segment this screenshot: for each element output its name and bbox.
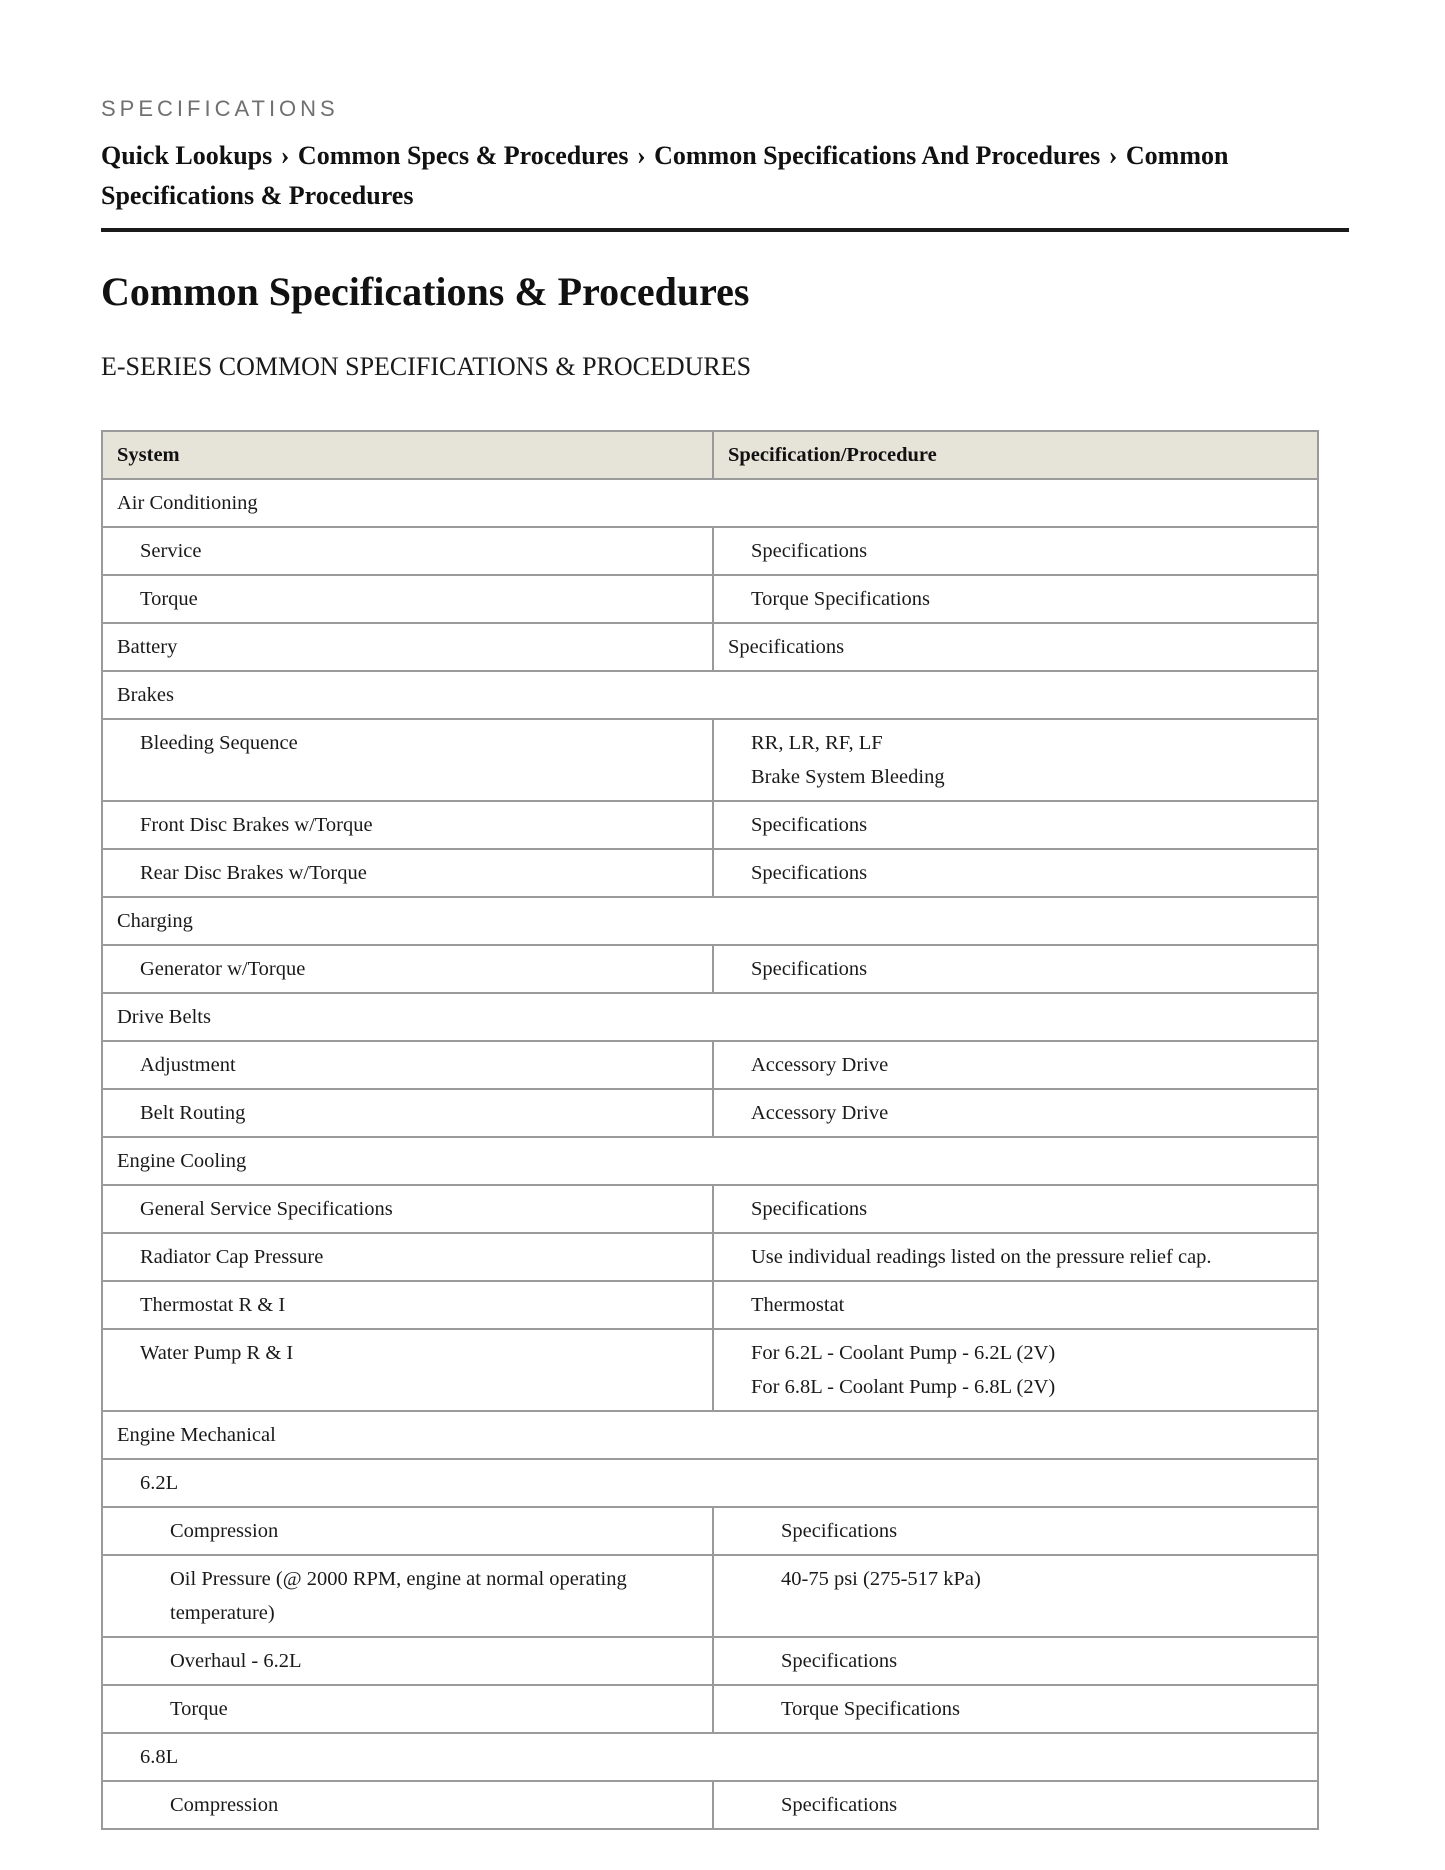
table-row [102,1781,1318,1829]
system-group-engine-mechanical: Engine Mechanical [102,1411,1318,1459]
table-row [102,1637,1318,1685]
spec-link[interactable]: Specifications [713,1185,1318,1233]
breadcrumb-common-specifications-and-procedures[interactable]: Common Specifications And Procedures [654,141,1101,170]
spec-link[interactable]: Specifications [713,849,1318,897]
spec-value: 40-75 psi (275-517 kPa) [713,1555,1318,1637]
table-row [102,623,1318,671]
system-cell: Generator w/Torque [102,945,713,993]
spec-cell [713,719,1318,801]
spec-link[interactable]: Brake System Bleeding [751,766,945,788]
spec-link[interactable]: Specifications [713,801,1318,849]
column-header-system: System [102,431,713,479]
spec-cell [713,1329,1318,1411]
system-cell: Compression [102,1781,713,1829]
table-row [102,575,1318,623]
spec-link[interactable]: Accessory Drive [713,1041,1318,1089]
spec-link[interactable]: Torque Specifications [713,1685,1318,1733]
breadcrumb-quick-lookups[interactable]: Quick Lookups [101,141,273,170]
system-group-air-conditioning: Air Conditioning [102,479,1318,527]
table-row [102,1411,1318,1459]
system-cell: Oil Pressure (@ 2000 RPM, engine at normal operating temperature) [102,1555,713,1637]
system-subgroup-6-8l: 6.8L [102,1733,1318,1781]
system-group-drive-belts: Drive Belts [102,993,1318,1041]
system-cell: Bleeding Sequence [102,719,713,801]
table-row [102,993,1318,1041]
table-row [102,1041,1318,1089]
spec-value: Use individual readings listed on the pressure relief cap. [713,1233,1318,1281]
spec-link[interactable]: Specifications [713,1507,1318,1555]
breadcrumb-separator: › [636,141,646,170]
system-cell: Torque [102,1685,713,1733]
system-group-engine-cooling: Engine Cooling [102,1137,1318,1185]
spec-value: RR, LR, RF, LF [751,732,883,754]
table-row [102,1185,1318,1233]
specifications-table [101,430,1319,1830]
breadcrumb-separator: › [1108,141,1118,170]
spec-link[interactable]: For 6.2L - Coolant Pump - 6.2L (2V) [751,1342,1056,1364]
table-row [102,479,1318,527]
spec-link[interactable]: Specifications [713,1781,1318,1829]
header-divider [101,228,1349,232]
table-row [102,1507,1318,1555]
table-row [102,1137,1318,1185]
page-title: Common Specifications & Procedures [101,269,750,314]
spec-link[interactable]: Specifications [713,1637,1318,1685]
page-subtitle: E-SERIES COMMON SPECIFICATIONS & PROCEDURES [101,352,752,381]
spec-link[interactable]: Specifications [713,623,1318,671]
table-row [102,1459,1318,1507]
table-row [102,1555,1318,1637]
table-row [102,801,1318,849]
table-row [102,671,1318,719]
spec-link[interactable]: For 6.8L - Coolant Pump - 6.8L (2V) [751,1376,1056,1398]
system-cell: Front Disc Brakes w/Torque [102,801,713,849]
system-cell: General Service Specifications [102,1185,713,1233]
table-row [102,1281,1318,1329]
table-row [102,1733,1318,1781]
spec-link[interactable]: Accessory Drive [713,1089,1318,1137]
table-row [102,897,1318,945]
system-group-brakes: Brakes [102,671,1318,719]
table-row [102,1329,1318,1411]
system-group-charging: Charging [102,897,1318,945]
system-cell: Water Pump R & I [102,1329,713,1411]
spec-link[interactable]: Specifications [713,945,1318,993]
system-cell: Torque [102,575,713,623]
system-cell: Belt Routing [102,1089,713,1137]
table-row [102,719,1318,801]
table-row [102,945,1318,993]
spec-link[interactable]: Torque Specifications [713,575,1318,623]
system-cell: Adjustment [102,1041,713,1089]
table-row [102,849,1318,897]
system-subgroup-6-2l: 6.2L [102,1459,1318,1507]
system-cell: Battery [102,623,713,671]
section-eyebrow: SPECIFICATIONS [101,96,339,121]
table-row [102,1089,1318,1137]
table-row [102,1685,1318,1733]
breadcrumb-common-specs[interactable]: Common Specs & Procedures [297,141,629,170]
spec-link[interactable]: Thermostat [713,1281,1318,1329]
spec-link[interactable]: Specifications [713,527,1318,575]
table-row [102,1233,1318,1281]
breadcrumb-current-page[interactable]: Common Specifications & Procedures [101,141,1229,210]
system-cell: Compression [102,1507,713,1555]
system-cell: Thermostat R & I [102,1281,713,1329]
table-header-row [102,431,1318,479]
breadcrumb [101,136,1341,216]
table-row [102,527,1318,575]
system-cell: Service [102,527,713,575]
system-cell: Overhaul - 6.2L [102,1637,713,1685]
system-cell: Rear Disc Brakes w/Torque [102,849,713,897]
column-header-specification: Specification/Procedure [713,431,1318,479]
breadcrumb-separator: › [280,141,290,170]
system-cell: Radiator Cap Pressure [102,1233,713,1281]
